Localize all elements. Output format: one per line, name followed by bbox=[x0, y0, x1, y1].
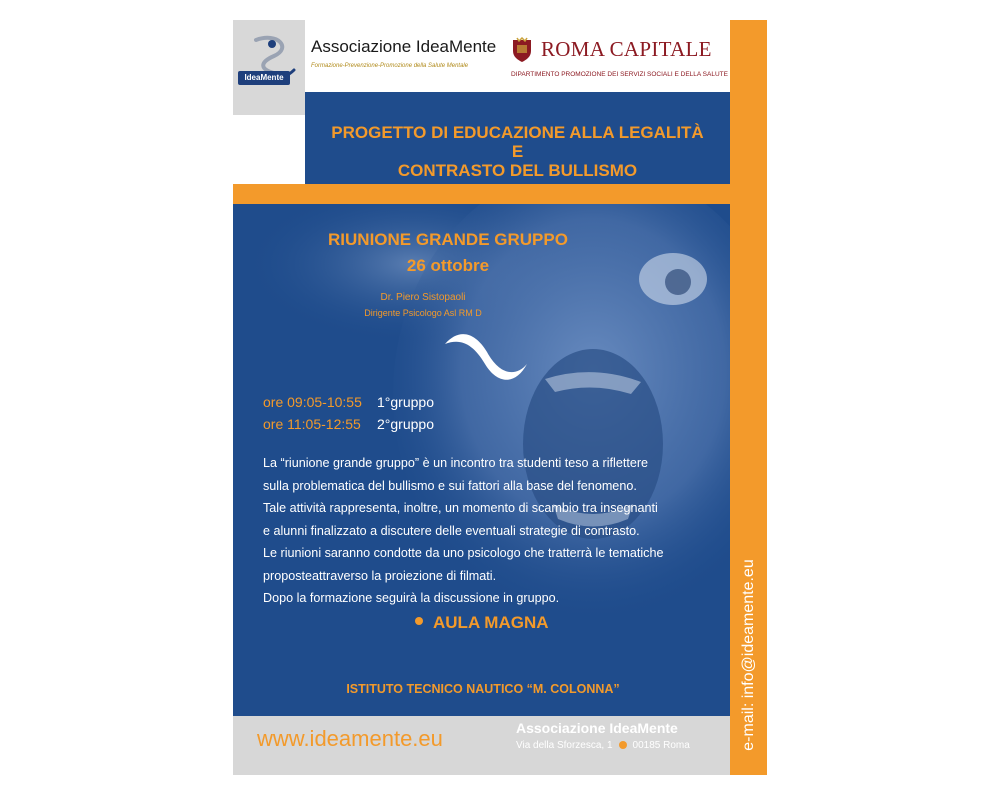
org-tagline: Formazione-Prevenzione-Promozione della Salute Mentale bbox=[311, 63, 469, 69]
main-panel bbox=[233, 204, 730, 716]
roma-capitale-name: ROMA CAPITALE bbox=[541, 37, 712, 61]
schedule-row bbox=[263, 394, 434, 410]
speaker-role: Dirigente Psicologo Asl RM D bbox=[364, 308, 482, 318]
meeting-date: 26 ottobre bbox=[406, 256, 490, 275]
logo-caption: IdeaMente bbox=[238, 71, 290, 85]
address-city: 00185 Roma bbox=[632, 740, 690, 751]
org-name: Associazione IdeaMente bbox=[311, 37, 497, 56]
roma-capitale-dept: DIPARTIMENTO PROMOZIONE DEI SERVIZI SOCIALI E DELLA SALUTE bbox=[511, 71, 728, 78]
meeting-title: RIUNIONE GRANDE GRUPPO bbox=[328, 230, 568, 249]
email-vertical bbox=[730, 540, 767, 770]
footer bbox=[233, 716, 730, 775]
description-line: e alunni finalizzato a discutere delle eventuali strategie di contrasto. bbox=[263, 523, 640, 538]
email-link[interactable]: e-mail: info@ideamente.eu bbox=[739, 559, 757, 751]
venue-name: AULA MAGNA bbox=[433, 613, 549, 632]
venue bbox=[415, 613, 549, 633]
bullet-dot-icon bbox=[619, 741, 627, 749]
orange-band bbox=[233, 184, 767, 204]
footer-org-name: Associazione IdeaMente bbox=[516, 720, 678, 736]
roma-capitale-crest-icon bbox=[511, 37, 533, 63]
title-line-3: CONTRASTO DEL BULLISMO bbox=[397, 161, 638, 180]
description-line: Dopo la formazione seguirà la discussione in gruppo. bbox=[263, 591, 560, 605]
footer-address bbox=[516, 740, 690, 751]
description-line: Tale attività rappresenta, inoltre, un momento di scambio tra insegnanti bbox=[263, 501, 658, 515]
description-line: La “riunione grande gruppo” è un incontro tra studenti teso a riflettere bbox=[263, 456, 649, 470]
website-link[interactable]: www.ideamente.eu bbox=[257, 726, 443, 751]
title-line-2: E bbox=[511, 142, 524, 161]
poster bbox=[233, 20, 767, 775]
schedule-row bbox=[263, 416, 434, 432]
description-line: Le riunioni saranno condotte da uno psicologo che tratterrà le tematiche bbox=[263, 546, 664, 560]
school-name: ISTITUTO TECNICO NAUTICO “M. COLONNA” bbox=[346, 682, 620, 696]
description bbox=[263, 452, 728, 610]
schedule-time: ore 11:05-12:55 bbox=[263, 416, 361, 432]
description-line: sulla problematica del bullismo e sui fattori alla base del fenomeno. bbox=[263, 478, 637, 493]
ideamente-logo bbox=[233, 20, 305, 115]
title-line-1: PROGETTO DI EDUCAZIONE ALLA LEGALITÀ bbox=[331, 123, 704, 142]
schedule-group: 2°gruppo bbox=[377, 416, 434, 432]
description-line: proposteattraverso la proiezione di filmati. bbox=[263, 568, 497, 583]
tilde-ornament-icon bbox=[441, 322, 531, 392]
address-street: Via della Sforzesca, 1 bbox=[516, 740, 613, 751]
bullet-dot-icon bbox=[415, 617, 423, 625]
schedule-time: ore 09:05-10:55 bbox=[263, 394, 362, 410]
schedule-group: 1°gruppo bbox=[377, 394, 434, 410]
speaker-name: Dr. Piero Sistopaoli bbox=[380, 292, 466, 303]
project-title bbox=[305, 123, 730, 180]
